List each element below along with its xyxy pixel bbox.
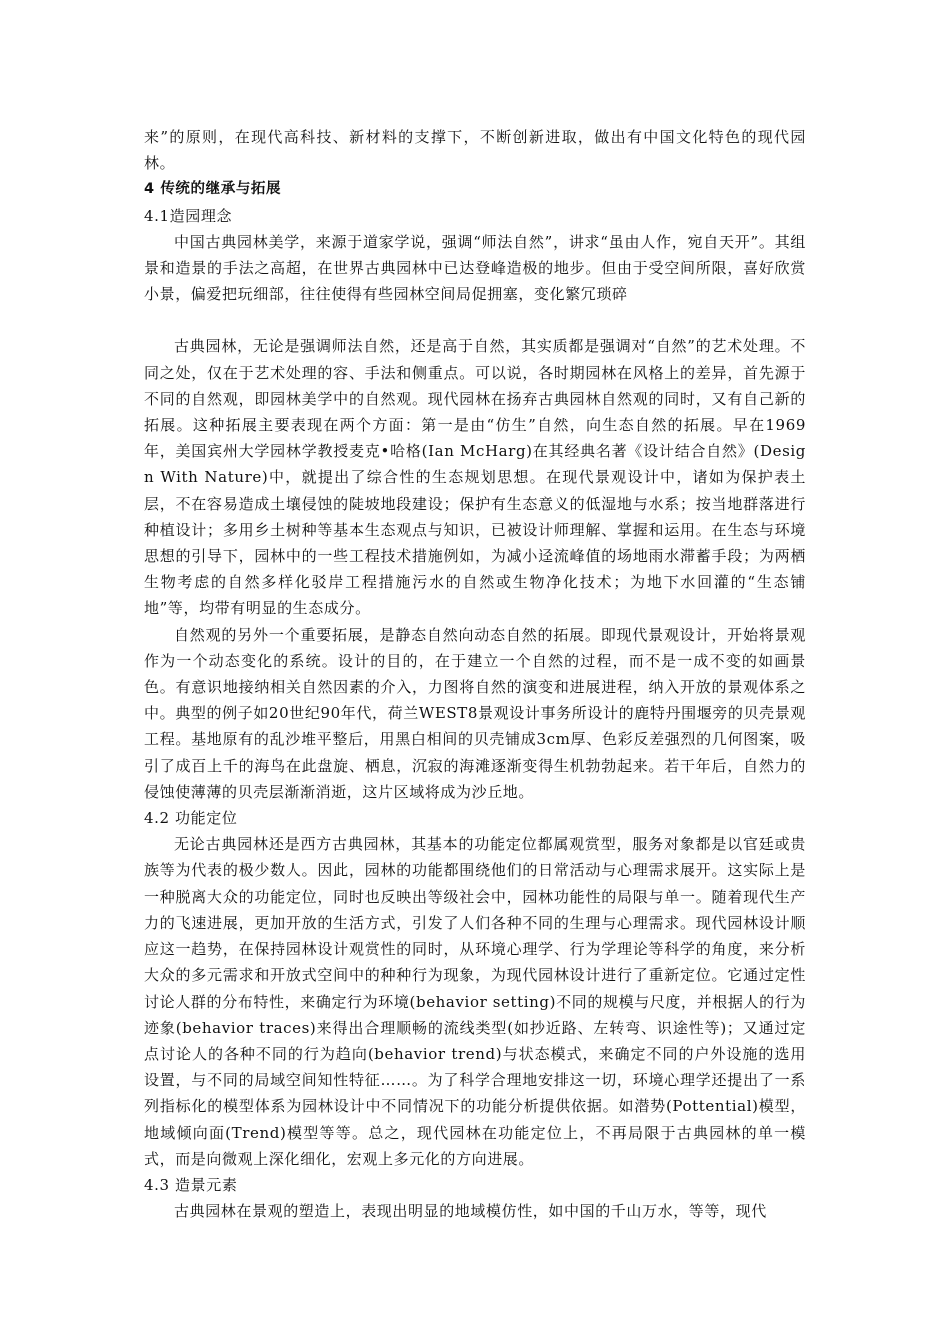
section-4-2-paragraph-1: 无论古典园林还是西方古典园林，其基本的功能定位都属观赏型，服务对象都是以官廷或贵族等为代表的极少数人。因此，园林的功能都围绕他们的日常活动与心理需求展开。这实际上是一种脱离大众的功能定位，同时也反映出等级社会中，园林功能性的局限与单一。随着现代生产力的飞速进展，更加开放的生活方式，引发了人们各种不同的生理与心理需求。现代园林设计顺应这一趋势，在保持园林设计观赏性的同时，从环境心理学、行为学理论等科学的角度，来分析大众的多元需求和开放式空间中的种种行为现象，为现代园林设计进行了重新定位。它通过定性讨论人群的分布特性，来确定行为环境(behavior setting)不同的规模与尺度，并根据人的行为迹象(behavior traces)来得出合理顺畅的流线类型(如抄近路、左转弯、识途性等)；又通过定点讨论人的各种不同的行为趋向(behavior trend)与状态模式，来确定不同的户外设施的选用设置，与不同的局域空间知性特征……。为了科学合理地安排这一切，环境心理学还提出了一系列指标化的模型体系为园林设计中不同情况下的功能分析提供依据。如潜势(Pottential)模型，地域倾向面(Trend)模型等等。总之，现代园林在功能定位上，不再局限于古典园林的单一模式，而是向微观上深化细化，宏观上多元化的方向进展。 xyxy=(144,835,806,1168)
section-4-3-heading: 4.3 造景元素 xyxy=(144,1175,238,1194)
intro-continuation-paragraph: 来”的原则，在现代高科技、新材料的支撑下，不断创新进取，做出有中国文化特色的现代园林。 xyxy=(144,128,806,173)
section-4-1-paragraph-3: 自然观的另外一个重要拓展，是静态自然向动态自然的拓展。即现代景观设计，开始将景观作为一个动态变化的系统。设计的目的，在于建立一个自然的过程，而不是一成不变的如画景色。有意识地接纳相关自然因素的介入，力图将自然的演变和进展进程，纳入开放的景观体系之中。典型的例子如20世纪90年代，荷兰WEST8景观设计事务所设计的鹿特丹围堰旁的贝壳景观工程。基地原有的乱沙堆平整后，用黑白相间的贝壳铺成3cm厚、色彩反差强烈的几何图案，吸引了成百上千的海鸟在此盘旋、栖息，沉寂的海滩逐渐变得生机勃勃起来。若干年后，自然力的侵蚀使薄薄的贝壳层渐渐消逝，这片区域将成为沙丘地。 xyxy=(144,625,806,801)
section-4-1-paragraph-1: 中国古典园林美学，来源于道家学说，强调“师法自然”，讲求“虽由人作，宛自天开”。其组景和造景的手法之高超，在世界古典园林中已达登峰造极的地步。但由于受空间所限，喜好欣赏小景，偏爱把玩细部，往往使得有些园林空间局促拥塞，变化繁冗琐碎 xyxy=(144,232,806,304)
blank-line xyxy=(144,307,806,333)
section-4-1-heading: 4.1造园理念 xyxy=(144,206,233,225)
section-4-heading: 4 传统的继承与拓展 xyxy=(144,181,282,198)
section-4-2-heading: 4.2 功能定位 xyxy=(144,809,238,828)
section-4-1-paragraph-2: 古典园林，无论是强调师法自然，还是高于自然，其实质都是强调对“自然”的艺术处理。不同之处，仅在于艺术处理的容、手法和侧重点。可以说，各时期园林在风格上的差异，首先源于不同的自然观，即园林美学中的自然观。现代园林在扬弃古典园林自然观的同时，又有自己新的拓展。这种拓展主要表现在两个方面：第一是由“仿生”自然，向生态自然的拓展。早在1969年，美国宾州大学园林学教授麦克•哈格(Ian McHarg)在其经典名著《设计结合自然》(Design With Nature)中，就提出了综合性的生态规划思想。在现代景观设计中，诸如为保护表土层，不在容易造成土壤侵蚀的陡坡地段建设；保护有生态意义的低湿地与水系；按当地群落进行种植设计；多用乡土树种等基本生态观点与知识，已被设计师理解、掌握和运用。在生态与环境思想的引导下，园林中的一些工程技术措施例如，为减小迳流峰值的场地雨水滞蓄手段；为两栖生物考虑的自然多样化驳岸工程措施污水的自然或生物净化技术；为地下水回灌的“生态铺地”等，均带有明显的生态成分。 xyxy=(144,337,806,618)
section-4-3-paragraph-1: 古典园林在景观的塑造上，表现出明显的地域模仿性，如中国的千山万水，等等，现代 xyxy=(174,1202,767,1221)
document-page xyxy=(144,124,806,1224)
